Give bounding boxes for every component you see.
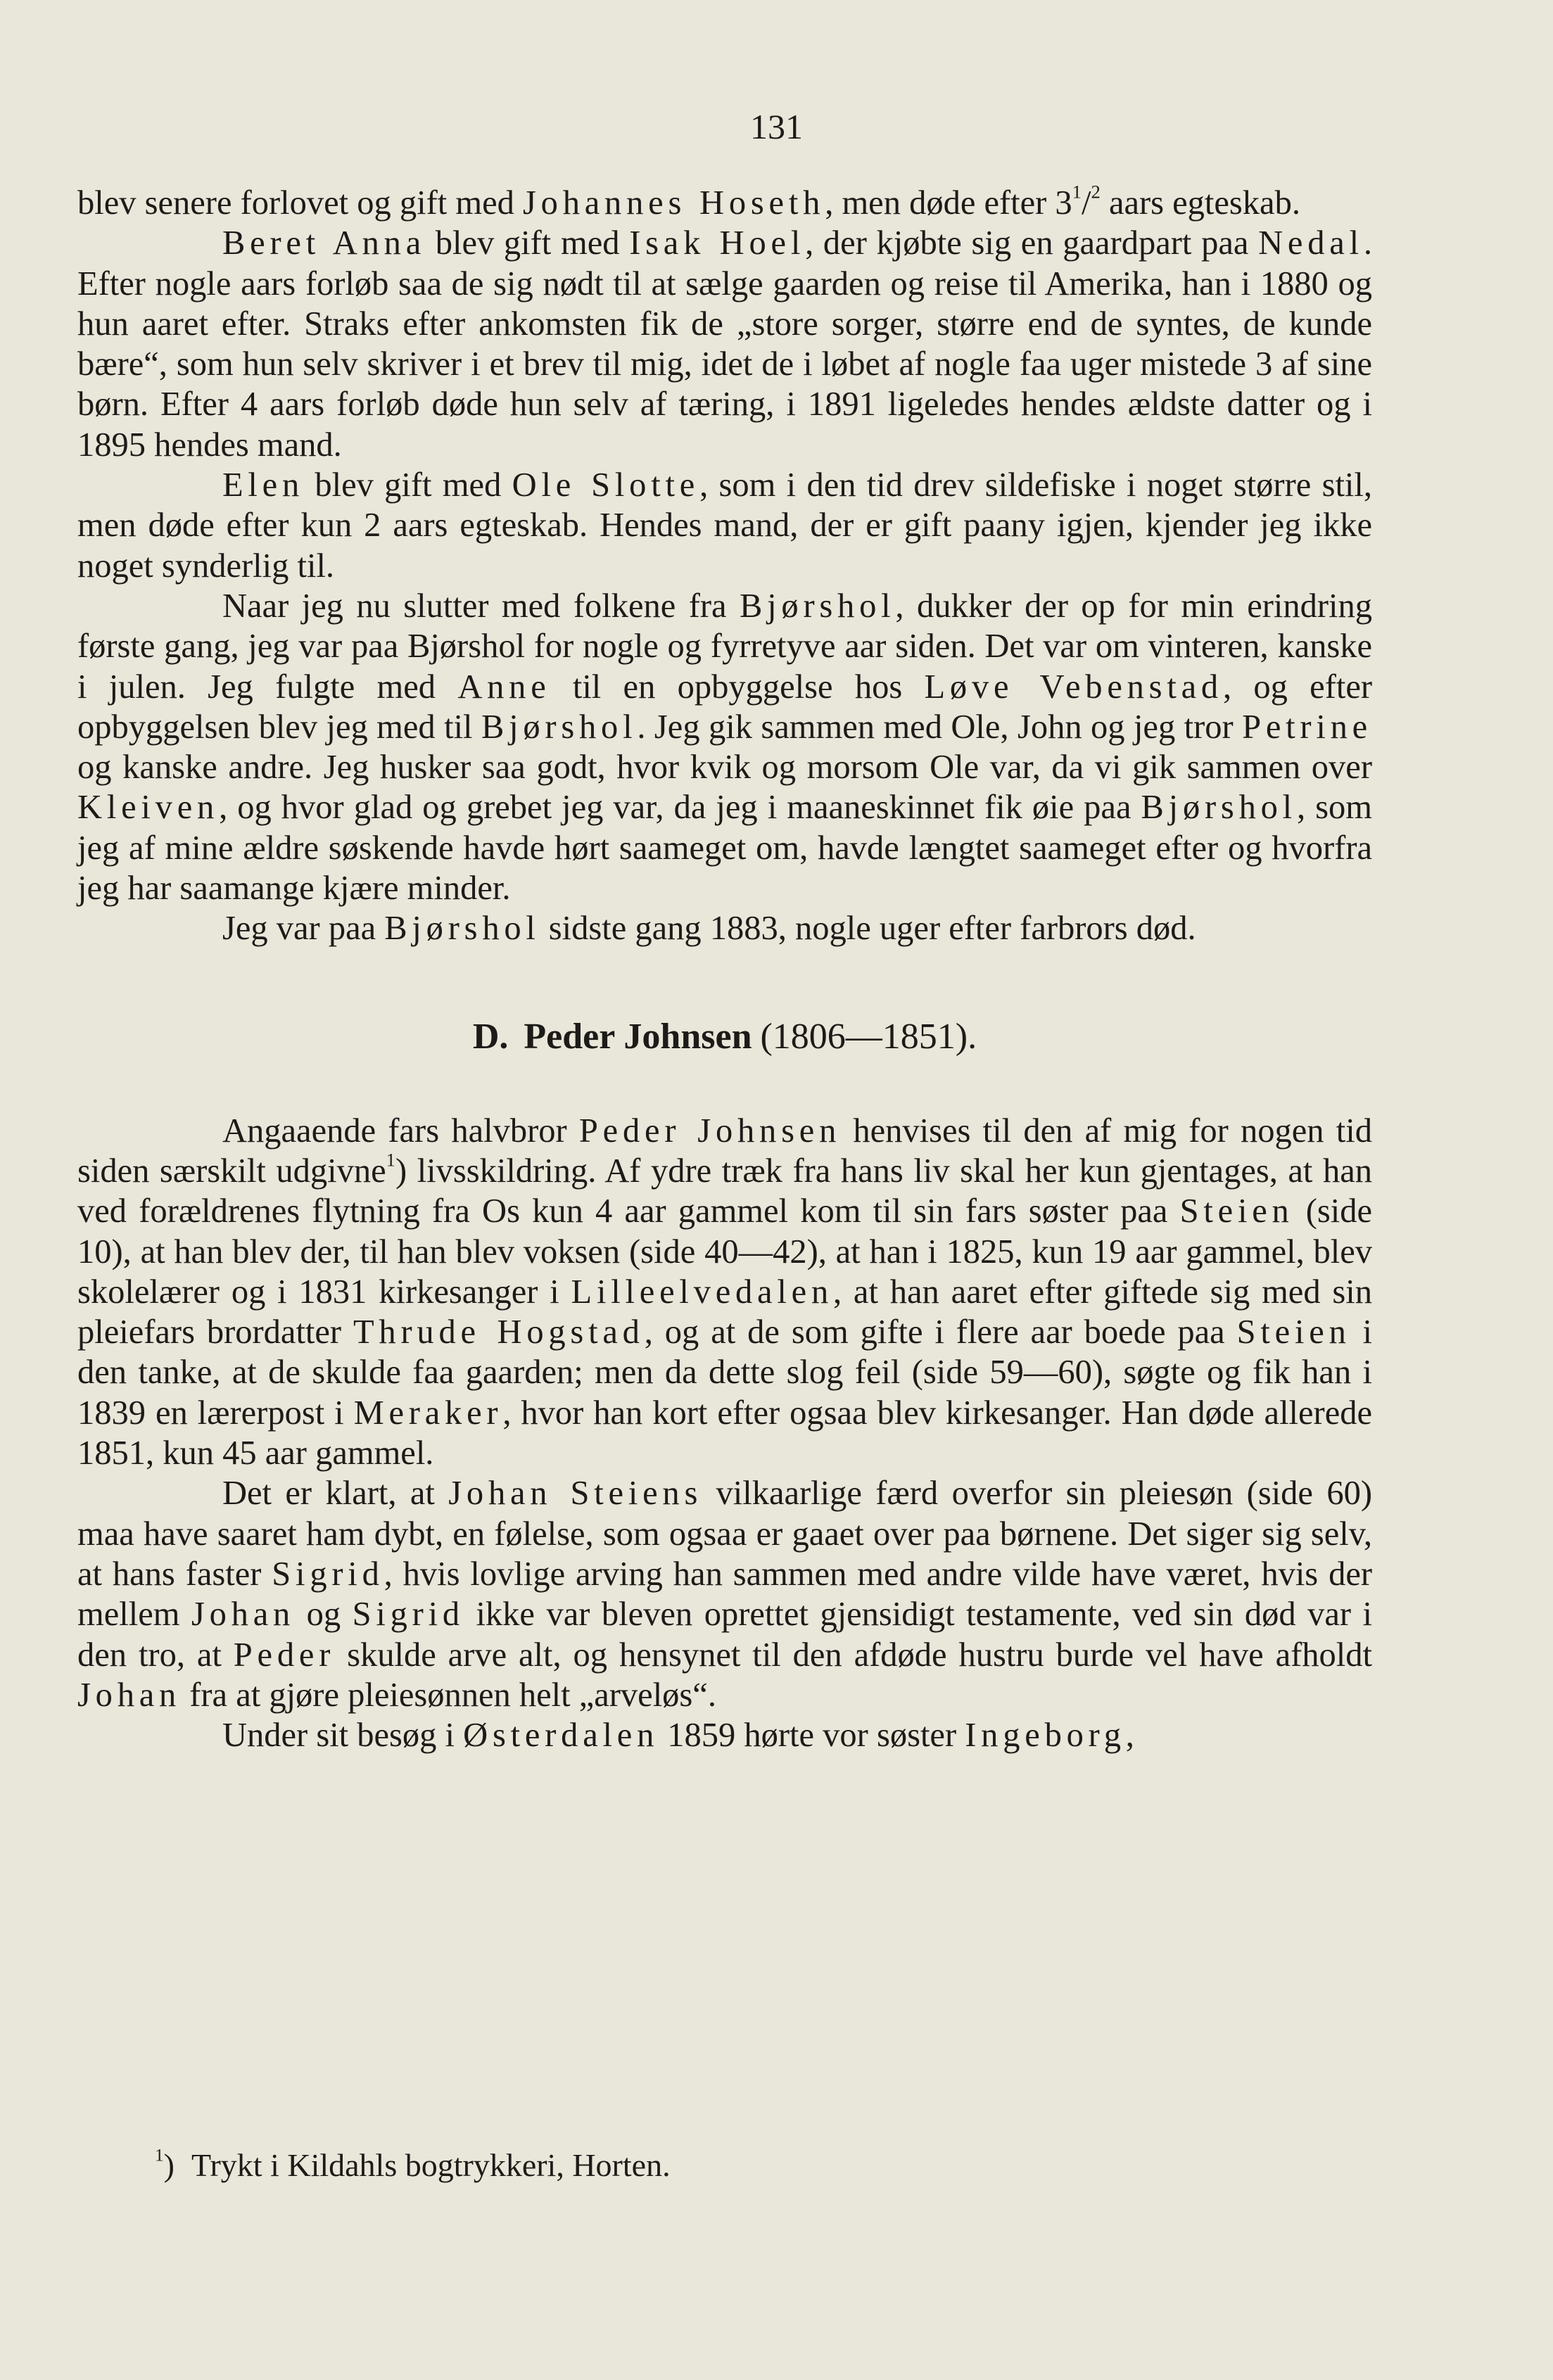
- paragraph: [77, 1715, 1372, 1755]
- spaced-name: Løve Vebenstad: [924, 668, 1223, 706]
- text-run: , dukker der op for min erindring første gang, jeg var paa Bjørshol for nogle og fyrretyve aar siden. Det var om vinteren, kanske i julen. Jeg fulgte med: [77, 587, 1373, 706]
- paragraph: [77, 465, 1372, 586]
- superscript: 2: [1091, 181, 1101, 203]
- text-run: til en opbyggelse hos: [550, 668, 925, 706]
- text-run: ,: [1125, 1717, 1134, 1755]
- spaced-name: Bjørshol: [1141, 789, 1297, 827]
- spaced-name: Ingeborg: [965, 1717, 1126, 1755]
- spaced-name: Beret Anna: [222, 224, 426, 262]
- spaced-name: Petrine: [1242, 708, 1372, 746]
- spaced-name: Meraker: [353, 1394, 503, 1432]
- paragraph: [77, 908, 1372, 948]
- text-run: , som i den tid drev sildefiske i noget større stil, men døde efter kun 2 aars egteskab. Hendes mand, der er gift paany igjen, kjender jeg ikke noget synderlig til.: [77, 466, 1373, 585]
- page-body: [77, 183, 1372, 1755]
- paragraphs-after-heading: [77, 1111, 1372, 1756]
- spaced-name: Steien: [1179, 1192, 1294, 1230]
- text-run: , og hvor glad og grebet jeg var, da jeg i maaneskinnet fik øie paa: [219, 789, 1141, 827]
- text-run: (side 10), at han blev der, til han blev voksen (side 40—42), at han i 1825, kun 19 aar gammel, blev skolelærer og i 1831 kirkesanger i: [77, 1192, 1373, 1311]
- spaced-name: Anne: [457, 668, 551, 706]
- page-number: 131: [750, 107, 803, 146]
- text-run: blev gift med: [304, 466, 512, 504]
- paragraph: [77, 183, 1372, 223]
- paragraphs-before-heading: [77, 183, 1372, 949]
- spaced-name: Peder: [233, 1636, 336, 1674]
- spaced-name: Johan Steiens: [448, 1475, 703, 1513]
- text-run: 1859 hørte vor søster: [659, 1717, 965, 1755]
- section-heading-letter: D.: [472, 1016, 509, 1057]
- spaced-name: Nedal: [1258, 224, 1364, 262]
- paragraph: [77, 1111, 1372, 1474]
- text-run: vilkaarlige færd overfor sin pleiesøn (side 60) maa have saaret ham dybt, en følelse, som ogsaa er gaaet over paa børnene. Det siger sig selv, at hans faster: [77, 1475, 1372, 1593]
- spaced-name: Steien: [1236, 1313, 1351, 1351]
- text-run: Naar jeg nu slutter med folkene fra: [222, 587, 740, 625]
- text-run: , som jeg af mine ældre søskende havde hørt saameget om, havde længtet saameget efter og hvorfra jeg har saamange kjære minder.: [77, 789, 1372, 908]
- spaced-name: Johan: [77, 1676, 182, 1714]
- spaced-name: Isak Hoel: [629, 224, 806, 262]
- spaced-name: Peder Johnsen: [578, 1112, 842, 1150]
- section-heading-years: (1806—1851).: [760, 1016, 977, 1057]
- spaced-name: Kleiven: [77, 789, 220, 827]
- spaced-name: Østerdalen: [463, 1717, 659, 1755]
- spaced-name: Bjørshol: [481, 708, 638, 746]
- text-run: blev gift med: [426, 224, 630, 262]
- spaced-name: Bjørshol: [740, 587, 896, 625]
- paragraph: [77, 223, 1372, 465]
- text-run: blev senere forlovet og gift med: [77, 184, 523, 222]
- section-heading: [77, 1016, 1372, 1058]
- text-run: , at han aaret efter giftede sig med sin pleiefars brordatter: [77, 1273, 1372, 1351]
- text-run: , hvis lovlige arving han sammen med andre vilde have været, hvis der mellem: [77, 1555, 1372, 1634]
- superscript: 1: [1072, 181, 1082, 203]
- text-run: og kanske andre. Jeg husker saa godt, hvor kvik og morsom Ole var, da vi gik sammen over: [77, 749, 1372, 787]
- footnote-mark: $^1$): [155, 2145, 175, 2183]
- spaced-name: Bjørshol: [384, 910, 540, 948]
- text-run: aars egteskab.: [1100, 184, 1300, 222]
- spaced-name: Johan: [191, 1596, 296, 1634]
- footnote: [155, 2146, 1351, 2185]
- text-run: ) livsskildring. Af ydre træk fra hans liv skal her kun gjentages, at han ved forældrenes flytning fra Os kun 4 aar gammel kom til sin fars søster paa: [77, 1152, 1372, 1230]
- spaced-name: Ole Slotte: [512, 466, 700, 504]
- paragraph: [77, 1473, 1372, 1715]
- section-heading-name: Peder Johnsen: [524, 1016, 752, 1057]
- spaced-name: Sigrid: [272, 1555, 384, 1593]
- spaced-name: Johannes Hoseth: [523, 184, 825, 222]
- text-run: og: [295, 1596, 353, 1634]
- text-run: fra at gjøre pleiesønnen helt „arveløs“.: [181, 1676, 716, 1714]
- footnote-number: 1: [155, 2145, 164, 2165]
- text-run: . Efter nogle aars forløb saa de sig nødt til at sælge gaarden og reise til Amerika, han i 1880 og hun aaret efter. Straks efter ankomsten fik de „store sorger, større end de syntes, de kunde bære“, som hun selv skriver i et brev til mig, idet de i løbet af nogle faa uger mistede 3 af sine børn. Efter 4 aars forløb døde hun selv af tæring, i 1891 ligeledes hendes ældste datter og i 1895 hendes mand.: [77, 224, 1372, 464]
- text-run: Jeg var paa: [222, 910, 385, 948]
- spaced-name: Elen: [222, 466, 305, 504]
- text-run: Det er klart, at: [222, 1475, 449, 1513]
- spaced-name: Sigrid: [352, 1596, 464, 1634]
- text-run: , hvor han kort efter ogsaa blev kirkesanger. Han døde allerede 1851, kun 45 aar gammel.: [77, 1394, 1372, 1472]
- spaced-name: Thrude Hogstad: [353, 1313, 645, 1351]
- text-run: sidste gang 1883, nogle uger efter farbrors død.: [540, 910, 1196, 948]
- superscript: 1: [386, 1149, 395, 1171]
- text-run: i den tanke, at de skulde faa gaarden; men da dette slog feil (side 59—60), søgte og fik han i 1839 en lærerpost i: [77, 1313, 1373, 1432]
- text-run: henvises til den af mig for nogen tid siden særskilt udgivne: [77, 1112, 1372, 1190]
- text-run: Angaaende fars halvbror: [222, 1112, 579, 1150]
- text-run: ikke var bleven oprettet gjensidigt testamente, ved sin død var i den tro, at: [77, 1596, 1373, 1674]
- text-run: , der kjøbte sig en gaardpart paa: [805, 224, 1259, 262]
- text-run: , men døde efter 3: [825, 184, 1072, 222]
- text-run: , og efter opbyggelsen blev jeg med til: [77, 668, 1373, 746]
- footnote-text: Trykt i Kildahls bogtrykkeri, Horten.: [191, 2147, 671, 2183]
- paragraph: [77, 586, 1372, 908]
- text-run: skulde arve alt, og hensynet til den afdøde hustru burde vel have afholdt: [335, 1636, 1372, 1674]
- spaced-name: Lilleelvedalen: [571, 1273, 833, 1311]
- text-run: Under sit besøg i: [222, 1717, 464, 1755]
- text-run: . Jeg gik sammen med Ole, John og jeg tror: [637, 708, 1243, 746]
- text-run: /: [1082, 184, 1091, 222]
- text-run: , og at de som gifte i flere aar boede paa: [644, 1313, 1237, 1351]
